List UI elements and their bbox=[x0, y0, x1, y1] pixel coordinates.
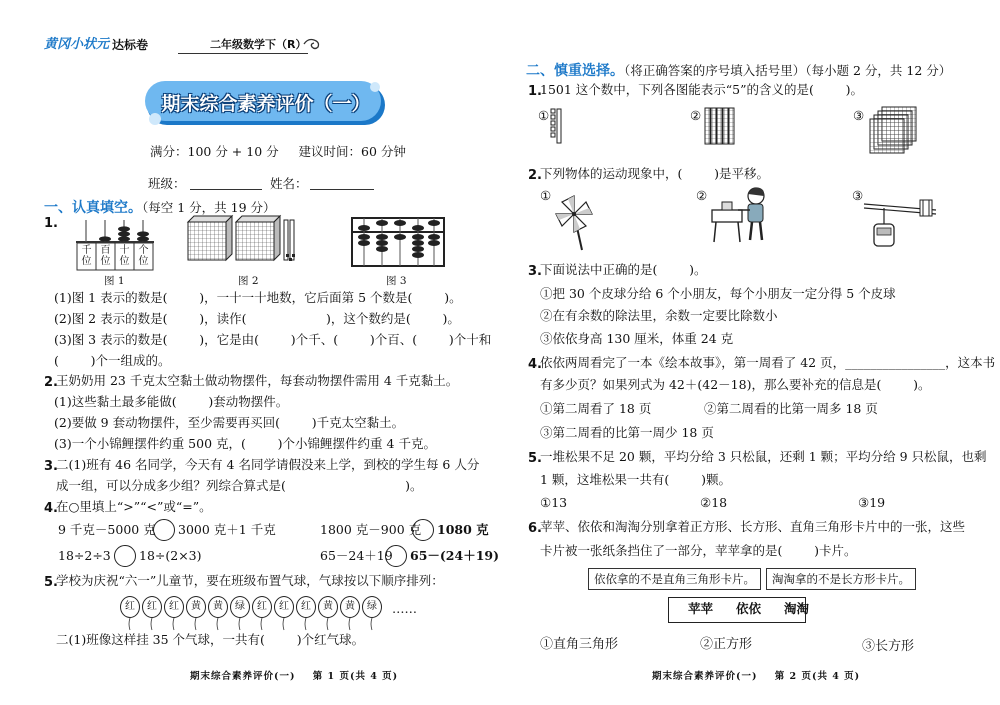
compare-item-4-right: 65－(24＋19) bbox=[410, 548, 500, 563]
rq1-opt1-figure bbox=[550, 108, 562, 144]
compare-item-2-right: 1080 克 bbox=[437, 522, 489, 537]
compare-circle-3[interactable] bbox=[114, 545, 136, 567]
name-pingping: 苹苹 bbox=[688, 601, 714, 616]
balloon: 红 bbox=[274, 596, 294, 618]
rq4-opt1: ①第二周看了 18 页 bbox=[540, 401, 652, 416]
counter-figure bbox=[350, 216, 446, 268]
rq1-text: 1501 这个数中，下列各图能表示“5”的含义的是( )。 bbox=[540, 82, 864, 97]
figure3-caption: 图 3 bbox=[386, 275, 407, 287]
left-footer: 期末综合素养评价(一) 第 1 页(共 4 页) bbox=[190, 671, 399, 682]
rq4-text: 依依两周看完了一本《绘本故事》，第一周看了 42 页，________________，这本书 bbox=[540, 355, 996, 370]
compare-item-1-left: 9 千克－5000 克 bbox=[58, 522, 156, 537]
balloon: 绿 bbox=[362, 596, 382, 618]
rq4-text2: 有多少页？如果列式为 42＋(42－18)，那么要补充的信息是( )。 bbox=[540, 377, 931, 392]
q4-number: 4. bbox=[44, 501, 58, 516]
name-taotao: 淘淘 bbox=[784, 601, 810, 616]
balloon: 绿 bbox=[230, 596, 250, 618]
rq2-text: 下列物体的运动现象中，( )是平移。 bbox=[540, 166, 770, 181]
rq3-number: 3. bbox=[528, 264, 542, 279]
q3-text2: 成一组，可以分成多少组？列综合算式是( )。 bbox=[56, 478, 423, 493]
rq1-opt3-figure bbox=[866, 106, 922, 156]
balloon-ellipsis: …… bbox=[392, 601, 417, 616]
hint-box-2: 淘淘拿的不是长方形卡片。 bbox=[766, 568, 916, 590]
abacus-label-tens: 十 位 bbox=[119, 245, 130, 267]
rq3-text: 下面说法中正确的是( )。 bbox=[540, 262, 707, 277]
q5-number: 5. bbox=[44, 575, 58, 590]
rq5-opt1: ①13 bbox=[540, 495, 568, 510]
pinwheel-figure bbox=[552, 192, 596, 252]
balloon: 黄 bbox=[318, 596, 338, 618]
compare-item-3-left: 18÷2÷3 bbox=[58, 548, 111, 563]
compare-circle-2[interactable] bbox=[412, 519, 434, 541]
section1-title: 一、认真填空。（每空 1 分，共 19 分） bbox=[44, 200, 276, 216]
rq6-text2: 卡片被一张纸条挡住了一部分，苹苹拿的是( )卡片。 bbox=[540, 543, 857, 558]
grade-label: 二年级数学下（R） bbox=[210, 38, 307, 51]
compare-item-4-left: 65－24＋19 bbox=[320, 548, 393, 563]
rq3-opt1: ①把 30 个皮球分给 6 个小朋友，每个小朋友一定分得 5 个皮球 bbox=[540, 286, 896, 301]
brand-logo: 黄冈小状元 bbox=[44, 37, 110, 52]
abacus-label-hundreds: 百 位 bbox=[100, 245, 111, 267]
rq6-opt2: ②正方形 bbox=[700, 637, 753, 652]
balloon: 红 bbox=[120, 596, 140, 618]
balloon: 红 bbox=[142, 596, 162, 618]
q1-line1: (1)图 1 表示的数是( )，一十一十地数，它后面第 5 个数是( )。 bbox=[54, 290, 462, 305]
rq2-opt1-label: ① bbox=[540, 188, 552, 203]
rq2-number: 2. bbox=[528, 168, 542, 183]
q1-line4: ( )个一组成的。 bbox=[54, 353, 171, 368]
section2-note: （将正确答案的序号填入括号里）（每小题 2 分，共 12 分） bbox=[624, 63, 952, 78]
rq2-opt2-label: ② bbox=[696, 188, 708, 203]
q3-number: 3. bbox=[44, 459, 58, 474]
compare-item-1-right: 3000 克＋1 千克 bbox=[178, 522, 276, 537]
balloon: 红 bbox=[296, 596, 316, 618]
q3-text: 二(1)班有 46 名同学，今天有 4 名同学请假没来上学，到校的学生每 6 人分 bbox=[56, 457, 480, 472]
rq1-opt2-figure bbox=[704, 106, 738, 146]
q5-line: 二(1)班像这样挂 35 个气球，一共有( )个红气球。 bbox=[56, 632, 365, 647]
class-label: 班级： bbox=[148, 176, 186, 191]
figure2-caption: 图 2 bbox=[238, 275, 259, 287]
q4-text: 在○里填上“>”“<”或“=”。 bbox=[56, 499, 212, 514]
q2-number: 2. bbox=[44, 375, 58, 390]
rq1-opt1-label: ① bbox=[538, 108, 550, 123]
balloon-strings bbox=[120, 617, 384, 631]
rq6-number: 6. bbox=[528, 521, 542, 536]
rq6-text: 苹苹、依依和淘淘分别拿着正方形、长方形、直角三角形卡片中的一张，这些 bbox=[540, 519, 966, 534]
compare-circle-4[interactable] bbox=[385, 545, 407, 567]
cubes-figure bbox=[186, 214, 298, 264]
rq4-number: 4. bbox=[528, 357, 542, 372]
swirl-icon bbox=[302, 36, 324, 52]
balloon: 红 bbox=[252, 596, 272, 618]
q2-line2: (2)要做 9 套动物摆件，至少需要再买回( )千克太空黏土。 bbox=[54, 415, 405, 430]
rq5-opt2: ②18 bbox=[700, 495, 728, 510]
page-title: 期末综合素养评价（一） bbox=[161, 93, 371, 115]
q1-line2: (2)图 2 表示的数是( )，读作( )，这个数约是( )。 bbox=[54, 311, 460, 326]
class-field[interactable] bbox=[190, 189, 262, 190]
score-info: 满分：100 分 + 10 分 建议时间：60 分钟 bbox=[150, 144, 406, 159]
abacus-label-thousands: 千 位 bbox=[81, 245, 92, 267]
rq1-opt2-label: ② bbox=[690, 108, 702, 123]
section2-title: 二、慎重选择。（将正确答案的序号填入括号里）（每小题 2 分，共 12 分） bbox=[526, 63, 952, 79]
balloon: 黄 bbox=[208, 596, 228, 618]
balloon: 红 bbox=[164, 596, 184, 618]
q2-line3: (3)一个小锦鲤摆件约重 500 克，( )个小锦鲤摆件约重 4 千克。 bbox=[54, 436, 436, 451]
figure1-caption: 图 1 bbox=[104, 275, 125, 287]
rq5-number: 5. bbox=[528, 451, 542, 466]
rq4-opt2: ②第二周看的比第一周多 18 页 bbox=[704, 401, 878, 416]
rq3-opt3: ③依依身高 130 厘米，体重 24 克 bbox=[540, 331, 734, 346]
rq1-number: 1. bbox=[528, 84, 542, 99]
q2-text: 王奶奶用 23 千克太空黏土做动物摆件，每套动物摆件需用 4 千克黏土。 bbox=[56, 373, 459, 388]
compare-item-2-left: 1800 克－900 克 bbox=[320, 522, 422, 537]
rq4-opt3: ③第二周看的比第一周少 18 页 bbox=[540, 425, 714, 440]
series-label: 达标卷 bbox=[112, 38, 149, 52]
rq6-opt3: ③长方形 bbox=[862, 639, 915, 654]
q1-line3: (3)图 3 表示的数是( )，它是由( )个千、( )个百、( )个十和 bbox=[54, 332, 492, 347]
cable-car-figure bbox=[862, 196, 938, 252]
compare-item-3-right: 18÷(2×3) bbox=[139, 548, 202, 563]
q5-text: 学校为庆祝“六一”儿童节，要在班级布置气球，气球按以下顺序排列： bbox=[56, 573, 444, 588]
rq5-text: 一堆松果不足 20 颗，平均分给 3 只松鼠，还剩 1 颗；平均分给 9 只松鼠，也剩 bbox=[540, 449, 987, 464]
abacus-label-ones: 个 位 bbox=[138, 245, 149, 267]
name-yiyi: 依依 bbox=[736, 601, 762, 616]
header-rule bbox=[178, 53, 308, 54]
rq1-opt3-label: ③ bbox=[853, 108, 865, 123]
rq6-opt1: ①直角三角形 bbox=[540, 637, 619, 652]
rq5-text2: 1 颗，这堆松果一共有( )颗。 bbox=[540, 472, 731, 487]
name-field[interactable] bbox=[310, 189, 374, 190]
rq5-opt3: ③19 bbox=[858, 495, 886, 510]
balloon: 黄 bbox=[186, 596, 206, 618]
rq2-opt3-label: ③ bbox=[852, 188, 864, 203]
balloon: 黄 bbox=[340, 596, 360, 618]
boy-pump-figure bbox=[708, 184, 772, 246]
right-footer: 期末综合素养评价(一) 第 2 页(共 4 页) bbox=[652, 671, 861, 682]
hint-box-1: 依依拿的不是直角三角形卡片。 bbox=[588, 568, 761, 590]
compare-circle-1[interactable] bbox=[153, 519, 175, 541]
section1-note: （每空 1 分，共 19 分） bbox=[142, 200, 276, 215]
q2-line1: (1)这些黏土最多能做( )套动物摆件。 bbox=[54, 394, 289, 409]
rq3-opt2: ②在有余数的除法里，余数一定要比除数小 bbox=[540, 308, 778, 323]
q1-number: 1. bbox=[44, 216, 58, 231]
name-label: 姓名： bbox=[270, 176, 308, 191]
